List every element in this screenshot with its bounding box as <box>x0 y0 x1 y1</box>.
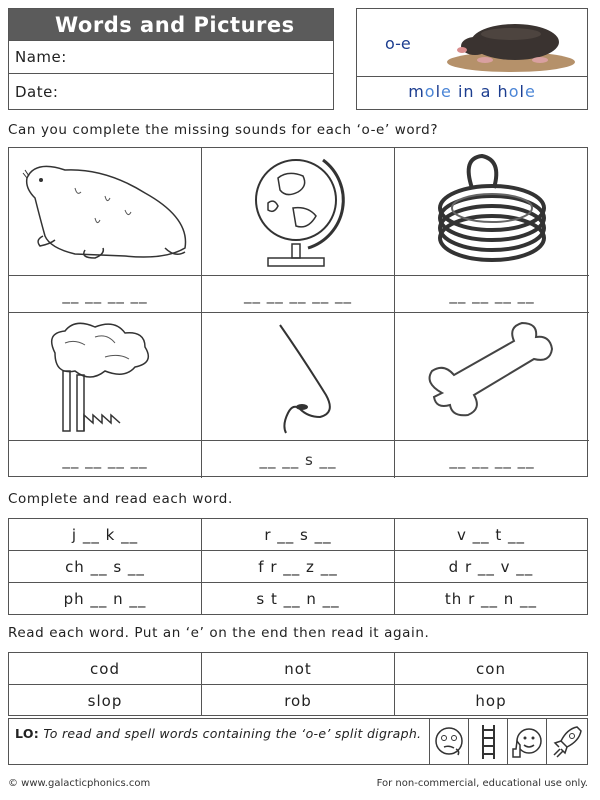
date-label: Date: <box>15 83 59 101</box>
picture-cell <box>395 148 589 276</box>
picture-grid <box>8 147 588 477</box>
instruction-2: Complete and read each word. <box>8 491 233 507</box>
picture-cell <box>9 148 202 276</box>
answer-cell[interactable] <box>202 276 395 313</box>
nose-icon <box>208 313 388 437</box>
lo-text <box>15 725 425 742</box>
learning-objective <box>8 718 588 765</box>
thinking-face-icon <box>430 719 469 764</box>
lo-description: To read and spell words containing the ‘o-e’ split digraph. <box>43 726 422 741</box>
name-field[interactable] <box>8 41 334 74</box>
self-assess-rocket[interactable] <box>546 719 588 764</box>
picture-cell <box>9 313 202 441</box>
answer-cell[interactable] <box>9 441 202 478</box>
answer-blanks: __ __ __ __ <box>62 286 148 304</box>
footer-copyright: © www.galacticphonics.com <box>8 778 151 789</box>
answer-cell[interactable] <box>202 441 395 478</box>
word-cell[interactable]: j __ k __ <box>9 519 202 550</box>
word-cell: not <box>202 653 395 684</box>
answer-blanks: __ __ __ __ __ <box>243 286 353 304</box>
word-cell: hop <box>475 691 507 710</box>
worksheet-title: Words and Pictures <box>8 8 334 41</box>
thumbs-up-icon <box>508 719 547 764</box>
word-cell[interactable]: r __ s __ <box>202 519 395 550</box>
table-row <box>9 551 587 583</box>
picture-cell <box>202 313 395 441</box>
self-assess-ladder[interactable] <box>468 719 508 764</box>
word-cell[interactable]: d r __ v __ <box>448 557 534 576</box>
read-words-table <box>8 652 588 716</box>
lo-label: LO: <box>15 726 40 741</box>
instruction-3: Read each word. Put an ‘e’ on the end then read it again. <box>8 625 430 641</box>
picture-cell <box>395 313 589 441</box>
mole-photo-icon <box>445 12 577 72</box>
word-cell: slop <box>9 685 202 716</box>
word-cell[interactable]: v __ t __ <box>456 525 526 544</box>
word-cell[interactable]: ch __ s __ <box>9 551 202 582</box>
sound-caption: mole in a hole <box>408 82 536 101</box>
rope-icon <box>402 148 582 272</box>
sound-card-top <box>357 9 587 77</box>
picture-cell <box>202 148 395 276</box>
name-label: Name: <box>15 48 67 66</box>
word-cell[interactable]: ph __ n __ <box>9 583 202 614</box>
date-field[interactable] <box>8 74 334 110</box>
instruction-1: Can you complete the missing sounds for each ‘o-e’ word? <box>8 122 439 138</box>
word-cell[interactable]: f r __ z __ <box>202 551 395 582</box>
self-assess-thinking[interactable] <box>429 719 469 764</box>
word-cell: con <box>476 659 506 678</box>
word-cell: rob <box>202 685 395 716</box>
table-row <box>9 685 587 716</box>
answer-cell[interactable] <box>395 276 589 313</box>
complete-words-table <box>8 518 588 615</box>
footer-usage-note: For non-commercial, educational use only. <box>376 778 588 789</box>
self-assess-thumbs-up[interactable] <box>507 719 547 764</box>
mole-icon <box>15 148 195 268</box>
bone-icon <box>402 313 582 437</box>
word-cell[interactable]: s t __ n __ <box>202 583 395 614</box>
answer-blanks: __ __ __ __ <box>62 451 148 469</box>
globe-icon <box>208 148 388 272</box>
smoke-icon <box>15 313 195 437</box>
rocket-icon <box>547 719 588 764</box>
answer-cell[interactable] <box>395 441 589 478</box>
answer-blanks: __ __ s __ <box>259 451 337 469</box>
table-row <box>9 583 587 614</box>
answer-blanks: __ __ __ __ <box>449 451 535 469</box>
word-cell[interactable]: th r __ n __ <box>444 589 538 608</box>
table-row <box>9 653 587 685</box>
answer-cell[interactable] <box>9 276 202 313</box>
sound-card <box>356 8 588 110</box>
table-row <box>9 519 587 551</box>
sound-label: o-e <box>385 34 411 53</box>
ladder-icon <box>469 719 508 764</box>
answer-blanks: __ __ __ __ <box>449 286 535 304</box>
word-cell: cod <box>9 653 202 684</box>
